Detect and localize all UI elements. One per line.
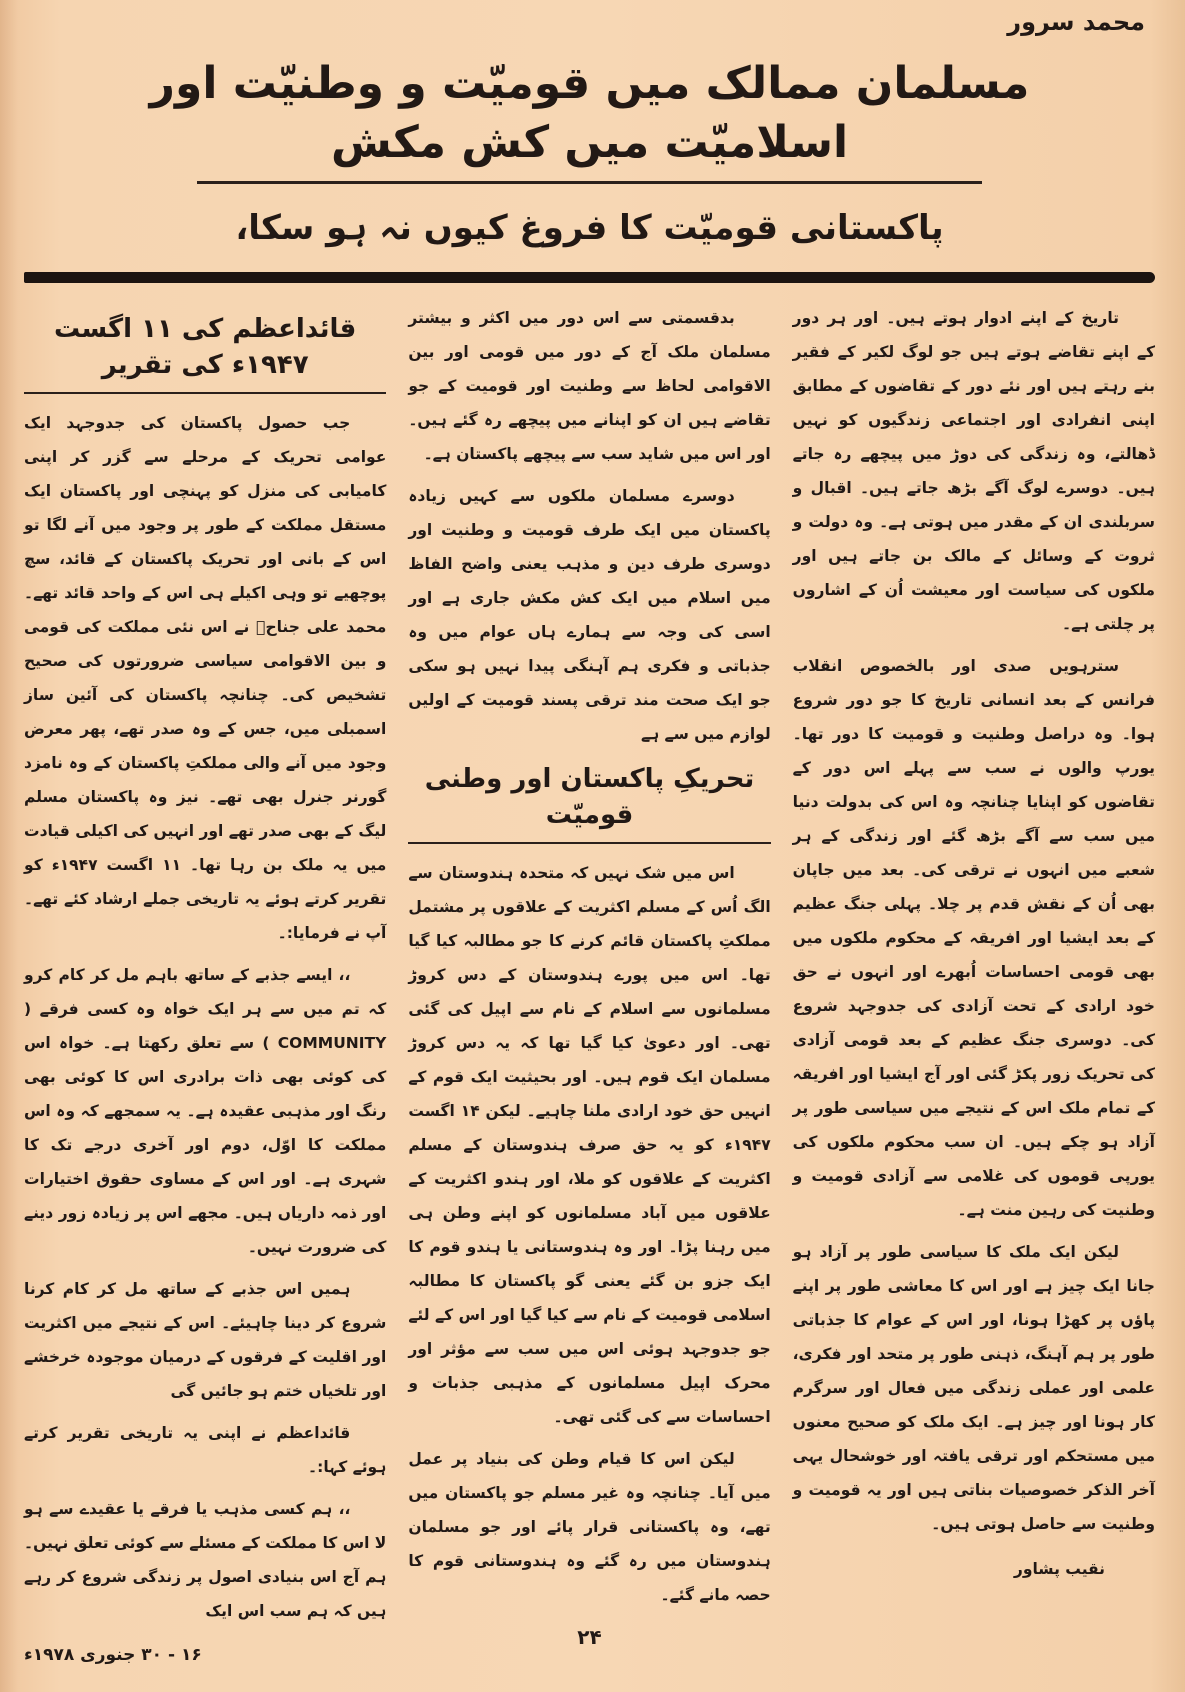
- paragraph: [793, 649, 1155, 1227]
- text-line: بدقسمتی سے اس دور میں اکثر و بیشتر مسلمان ملک آج: [408, 308, 771, 361]
- paragraph: [24, 1416, 386, 1484]
- text-line: مسلمانوں کے مذہبی جذبات و احساسات سے کی گئی تھی۔: [408, 1373, 771, 1426]
- text-line: اس کے لئے جو جدوجہد ہوئی اس میں سب سے مؤثر اور محرک اپیل: [408, 1305, 771, 1392]
- text-line: سترہویں صدی اور بالخصوص انقلاب فرانس کے بعد: [792, 656, 1155, 709]
- text-column-left: [24, 301, 386, 1672]
- text-line: بھی قومی احساسات اُبھرے اور انہوں نے حق خود ارادی کے: [792, 962, 1155, 1015]
- text-line: بانی اور تحریک پاکستان کے قائد، سچ پوچھیے تو وہی اکیلے: [24, 549, 387, 602]
- text-line: گیا تھا کہ یہ دس کروڑ مسلمان ایک قوم ہیں۔ اور بحیثیت ایک: [408, 1033, 771, 1086]
- text-line: کو یہ حق صرف ہندوستان کے مسلم اکثریت کے علاقوں کو ملا،: [408, 1135, 771, 1188]
- text-line: میں رہ گئے وہ ہندوستانی قوم کا حصہ مانے گئے۔: [408, 1551, 771, 1604]
- text-line: یعنی واضح الفاظ میں اسلام میں ایک کش مکش جاری ہے: [408, 554, 771, 607]
- text-line: فکری، علمی اور عملی زندگی میں فعال اور سرگرم کار ہونا: [792, 1344, 1156, 1431]
- text-line: اس میں شک نہیں کہ متحدہ ہندوستان سے الگ اُس: [408, 863, 771, 916]
- text-line: مرحلے سے گزر کر اپنی کامیابی کی منزل کو پہنچی اور پاکستان: [24, 447, 387, 500]
- text-line: انسانی تاریخ کا جو دور شروع ہوا۔ وہ دراصل وطنیت و قومیت: [792, 690, 1155, 743]
- text-line: مسلمانوں سے اسلام کے نام سے اپیل کی گئی تھی۔ اور دعویٰ کیا: [408, 999, 771, 1052]
- text-line: میں رہنا پڑا۔ اور وہ ہندوستانی یا ہندو قوم کا ایک جزو بن گئے: [408, 1237, 771, 1290]
- text-line: ہیں۔ دوسرے لوگ آگے بڑھ جاتے ہیں۔ اقبال و سربلندی: [792, 478, 1155, 531]
- text-line: جب حصول پاکستان کی جدوجہد ایک عوامی تحریک کے: [24, 413, 387, 466]
- text-line: ،، ہم کسی مذہب یا فرقے یا عقیدے سے ہو لا اس کا: [24, 1499, 387, 1552]
- text-line: سے تعلق رکھتا ہے۔ خواہ اس کی کوئی بھی ذات برادری: [24, 1033, 387, 1086]
- text-line: کے دور میں قومی اور بین الاقوامی لحاظ سے وطنیت اور: [408, 342, 771, 395]
- text-line: ہی اس کے واحد قائد تھے۔ محمد علی جناحؒ نے اس نئی مملکت: [24, 583, 387, 636]
- text-line: اور ہندو اکثریت کے علاقوں میں آباد مسلمانوں کو اپنے وطن ہی: [408, 1169, 771, 1222]
- text-line: دوسرے مسلمان ملکوں سے کہیں زیادہ پاکستان میں: [408, 486, 771, 539]
- text-line: تاریخ کے اپنے ادوار ہوتے ہیں۔ اور ہر دور کے: [792, 308, 1155, 361]
- text-line: لیکن ایک ملک کا سیاسی طور پر آزاد ہو جانا ایک چیز: [792, 1242, 1155, 1295]
- text-line: کرتے ہوئے یہ تاریخی جملے ارشاد کئے تھے۔ آپ نے فرمایا:۔: [24, 889, 387, 942]
- text-line: کے مسلم اکثریت کے علاقوں پر مشتمل مملکتِ پاکستان قائم کرنے: [408, 897, 771, 950]
- paragraph: [408, 856, 770, 1434]
- text-line: کے اولیں لوازم میں سے ہے: [408, 690, 771, 743]
- text-line: اس کا کوئی بھی رنگ اور مذہبی عقیدہ ہے۔ یہ سمجھے کہ: [24, 1067, 387, 1120]
- text-line: ملکوں کی یورپی قوموں کی غلامی سے آزادی قومیت و وطنیت: [792, 1132, 1155, 1219]
- text-line: اور چیز ہے۔ ایک ملک کو صحیح معنوں میں مستحکم اور ترقی یافتہ اور: [792, 1412, 1155, 1465]
- heading-separator-bar: [24, 272, 1155, 283]
- paragraph: [24, 958, 386, 1264]
- text-line: فرقوں کے درمیان موجودہ خرخشے اور تلخیاں ختم ہو جائیں گی: [24, 1347, 387, 1400]
- text-line: اکیلی قیادت میں یہ ملک بن رہا تھا۔ ۱۱ اگست ۱۹۴۷ء کو تقریر: [24, 821, 387, 908]
- section-heading-text: قائداعظم کی ۱۱ اگست ۱۹۴۷ء کی تقریر: [54, 313, 357, 381]
- text-line: یعنی گو پاکستان کا مطالبہ اسلامی قومیت کے نام سے کیا گیا اور: [408, 1271, 771, 1324]
- text-line: بھی تھے۔ نیز وہ پاکستان مسلم لیگ کے بھی صدر تھے اور انہیں کی: [24, 787, 387, 840]
- text-line: کا دور تھا۔ یورپ والوں نے سب سے پہلے اس دور کے تقاضوں کو اپنایا: [792, 724, 1155, 811]
- text-line: ایک مستقل مملکت کے طور پر وجود میں آنے لگا تو اس کے: [24, 481, 387, 568]
- paragraph: [793, 1235, 1155, 1541]
- text-line: کی قومی و بین الاقوامی سیاسی ضرورتوں کی صحیح تشخیص کی۔ چنانچہ: [24, 617, 387, 704]
- text-line: ہم آہنگی پیدا نہیں ہو سکی جو ایک صحت مند ترقی پسند قومیت: [408, 656, 771, 709]
- text-line: ہر ایک خواہ وہ کسی فرقے ( COMMUNITY ): [24, 999, 387, 1052]
- paragraph: [408, 479, 770, 751]
- text-column-right: [793, 301, 1155, 1672]
- text-line: کے ہر شعبے میں انہوں نے ترقی کی۔ بعد میں جاپان بھی اُن کے نقش قدم: [792, 826, 1155, 913]
- text-line: جو پاکستان میں تھے، وہ پاکستانی قرار پائے اور جو مسلمان ہندوستان: [408, 1483, 771, 1570]
- text-line: کا جو مطالبہ کیا گیا تھا۔ اس میں پورے ہندوستان کے دس کروڑ: [408, 931, 771, 984]
- text-line: اپنے تقاضے ہوتے ہیں جو لوگ لکیر کے فقیر بنے رہتے ہیں: [792, 342, 1155, 395]
- text-line: اس کے عوام کا جذباتی طور پر ہم آہنگ، ذہنی طور پر متحد اور: [792, 1310, 1155, 1363]
- text-line: مالک بن جاتے ہیں اور ملکوں کی سیاست اور معیشت اُن کے: [792, 546, 1155, 599]
- text-line: وطنیت سے حاصل ہوتی ہیں۔: [931, 1514, 1155, 1533]
- text-line: چنانچہ وہ اس کی بدولت دنیا میں سب سے آگے بڑھ گئے اور زندگی: [792, 792, 1155, 845]
- page-number: ۲۴: [577, 1624, 602, 1649]
- title-underline-divider: [197, 181, 982, 184]
- text-line: لیکن اس کا قیام وطن کی بنیاد پر عمل میں آیا۔ چنانچہ وہ غیر مسلم: [408, 1449, 771, 1502]
- text-line: قومیت کے جو تقاضے ہیں ان کو اپنانے میں پیچھے رہ گئے: [408, 376, 771, 429]
- text-line: ہے۔ اور اس کے مساوی حقوق اختیارات اور ذمہ داریاں: [24, 1169, 387, 1222]
- author-byline: محمد سرور: [1007, 8, 1145, 36]
- text-line: ہے اور اس کا معاشی طور پر اپنے پاؤں پر کھڑا ہونا، اور: [792, 1276, 1156, 1329]
- text-line: ہمیں اس جذبے کے ساتھ مل کر کام کرنا شروع کر دینا: [24, 1279, 387, 1332]
- text-line: قائداعظم نے اپنی یہ تاریخی تقریر کرتے ہوئے کہا:۔: [24, 1423, 387, 1476]
- paragraph: [24, 1272, 386, 1408]
- text-line: اور نئے دور کے تقاضوں کے مطابق اپنی انفرادی اور اجتماعی: [792, 376, 1155, 429]
- text-line: کی رہین منت ہے۔: [957, 1200, 1097, 1219]
- text-line: ہیں۔ اور اس میں شاید سب سے پیچھے پاکستان ہے۔: [408, 410, 771, 463]
- article-header: [24, 8, 1155, 250]
- issue-date: ۱۶ - ۳۰ جنوری ۱۹۷۸ء: [24, 1644, 202, 1665]
- paragraph: [24, 406, 386, 950]
- text-line: اشاروں پر چلتی ہے۔: [792, 580, 1155, 633]
- article-title: مسلمان ممالک میں قومیّت و وطنیّت اور اسلامیّت میں کش مکش: [149, 58, 1030, 169]
- text-line: خوشحال یہی آخر الذکر خصوصیات بناتی ہیں اور یہ قومیت و: [792, 1446, 1155, 1499]
- text-line: مملکت کے مسئلے سے کوئی تعلق نہیں۔ ہم آج اس بنیادی: [24, 1533, 387, 1586]
- article-subtitle: پاکستانی قومیّت کا فروغ کیوں نہ ہو سکا،: [235, 207, 944, 248]
- text-line: پاکستان کی آئین ساز اسمبلی میں، جس کے وہ صدر تھے، پھر معرض: [24, 685, 387, 738]
- paragraph: [408, 301, 770, 471]
- article-columns: [24, 301, 1155, 1672]
- text-line: وہ اس مملکت کا اوّل، دوم اور آخری درجے تک کا شہری: [24, 1101, 387, 1188]
- section-heading-text: تحریکِ پاکستان اور وطنی قومیّت: [424, 763, 755, 831]
- text-line: قومی آزادی کی تحریک زور پکڑ گئی اور آج ایشیا اور افریقہ کے تمام: [792, 1030, 1155, 1117]
- text-line: اور اسی کی وجہ سے ہمارے ہاں عوام میں وہ جذباتی و فکری: [408, 588, 771, 675]
- text-line: ہیں۔ مجھے اس پر زیادہ زور دینے کی ضرورت نہیں۔: [24, 1203, 387, 1256]
- text-line: چاہیئے۔ اس کے نتیجے میں اکثریت اور اقلیت کے: [24, 1313, 387, 1366]
- contributor-signature: نقیب پشاور: [1013, 1559, 1105, 1578]
- section-heading: [24, 311, 386, 394]
- text-line: وجود میں آنے والی مملکتِ پاکستان کے وہ نامزد گورنر جنرل: [24, 753, 387, 806]
- text-line: ،، ایسے جذبے کے ساتھ باہم مل کر کام کرو کہ تم میں سے: [24, 965, 387, 1018]
- text-line: ان کے مقدر میں ہوتی ہے۔ وہ دولت و ثروت کے وسائل کے: [792, 512, 1155, 565]
- paragraph: [793, 301, 1155, 641]
- paragraph: [408, 1442, 770, 1612]
- text-column-middle: [408, 301, 770, 1672]
- text-line: ملک اس کے نتیجے میں سیاسی طور پر آزاد ہو چکے ہیں۔ ان سب محکوم: [792, 1098, 1155, 1151]
- text-line: اصول پر زندگی شروع کر رہے ہیں کہ ہم سب اس ایک: [24, 1567, 387, 1620]
- text-line: پر چلا۔ پہلی جنگ عظیم کے بعد ایشیا اور افریقہ کے محکوم ملکوں میں: [792, 894, 1155, 947]
- section-heading: [408, 761, 770, 844]
- text-line: زندگیوں کو نہیں ڈھالتے، وہ زندگی کی دوڑ میں پیچھے رہ جاتے: [792, 410, 1155, 463]
- paragraph: [24, 1492, 386, 1628]
- text-line: ایک طرف قومیت و وطنیت اور دوسری طرف دین و مذہب: [408, 520, 771, 573]
- text-line: قوم کے انہیں حق خود ارادی ملنا چاہیے۔ لیکن ۱۴ اگست ۱۹۴۷ء: [408, 1067, 771, 1154]
- text-line: تحت آزادی کی جدوجہد شروع کی۔ دوسری جنگ عظیم کے بعد: [792, 996, 1155, 1049]
